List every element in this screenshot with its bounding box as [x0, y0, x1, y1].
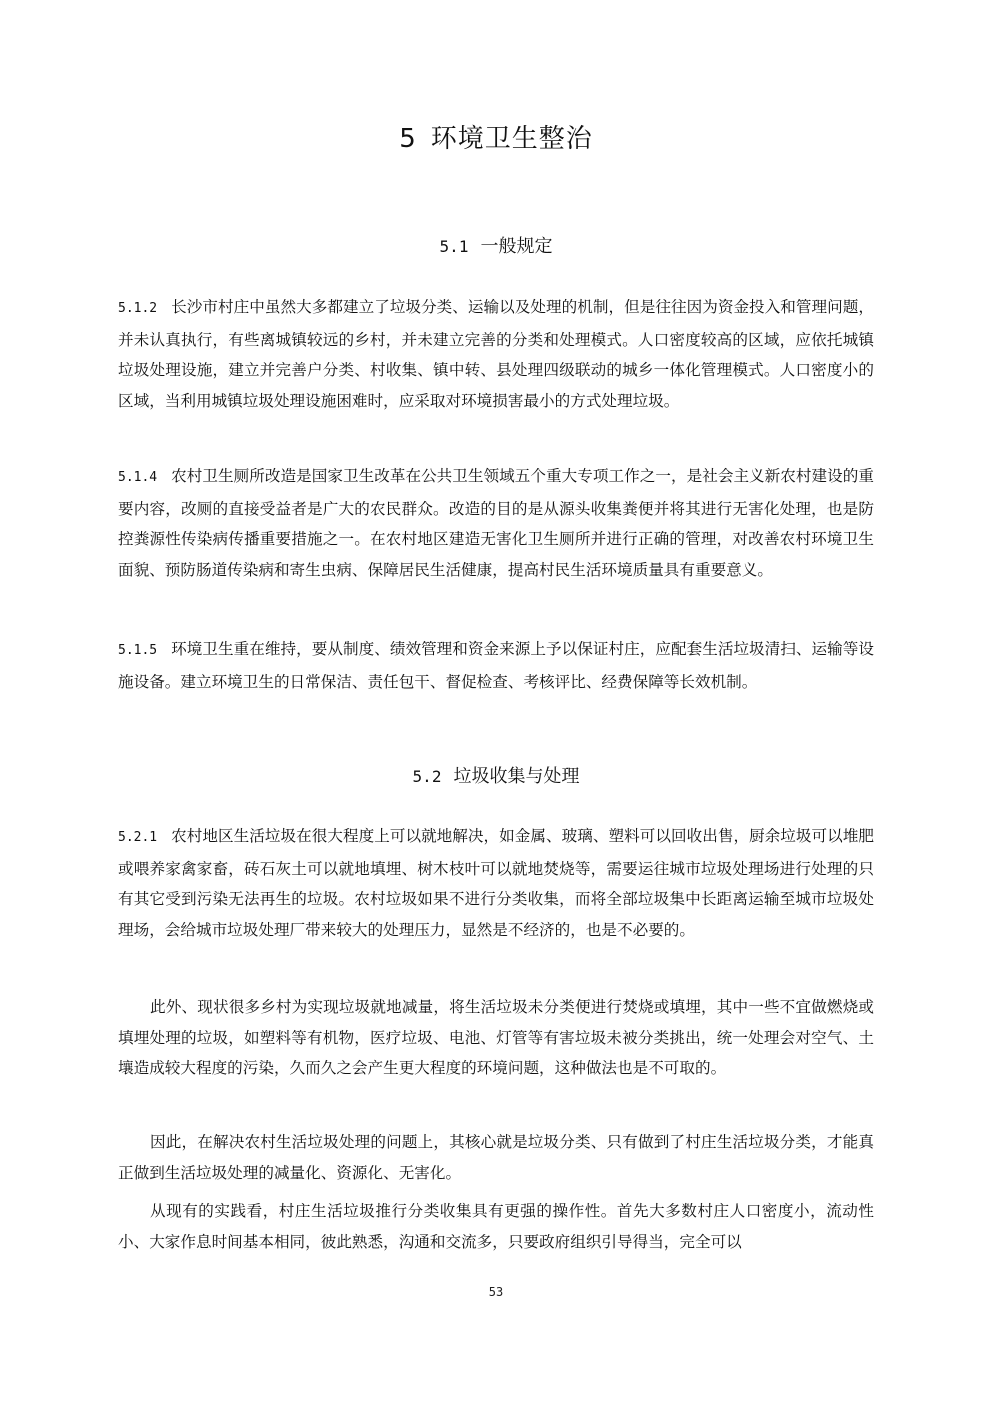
- clause-text: 环境卫生重在维持，要从制度、绩效管理和资金来源上予以保证村庄，应配套生活垃圾清扫、运输等设施设备。建立环境卫生的日常保洁、责任包干、督促检查、考核评比、经费保障等长效机制。: [118, 640, 874, 691]
- page-number: 53: [488, 1285, 504, 1299]
- clause-text: 农村卫生厕所改造是国家卫生改革在公共卫生领域五个重大专项工作之一，是社会主义新农村建设的重要内容，改厕的直接受益者是广大的农民群众。改造的目的是从源头收集粪便并将其进行无害化处理，也是防控粪源性传染病传播重要措施之一。在农村地区建造无害化卫生厕所并进行正确的管理，对改善农村环境卫生面貌、预防肠道传染病和寄生虫病、保障居民生活健康，提高村民生活环境质量具有重要意义。: [118, 467, 874, 579]
- chapter-title: [0, 118, 992, 155]
- paragraph-2: 因此，在解决农村生活垃圾处理的问题上，其核心就是垃圾分类、只有做到了村庄生活垃圾分类，才能真正做到生活垃圾处理的减量化、资源化、无害化。: [118, 1133, 874, 1182]
- paragraph-1: 此外、现状很多乡村为实现垃圾就地减量，将生活垃圾未分类便进行焚烧或填埋，其中一些不宜做燃烧或填埋处理的垃圾，如塑料等有机物，医疗垃圾、电池、灯管等有害垃圾未被分类挑出，统一处理会对空气、土壤造成较大程度的污染，久而久之会产生更大程度的环境问题，这种做法也是不可取的。: [118, 998, 874, 1077]
- chapter-number: 5: [399, 124, 417, 154]
- clause-5-1-5: [118, 634, 874, 697]
- section-title-text: 垃圾收集与处理: [453, 766, 580, 787]
- paragraph-3: 从现有的实践看，村庄生活垃圾推行分类收集具有更强的操作性。首先大多数村庄人口密度小，流动性小、大家作息时间基本相同，彼此熟悉，沟通和交流多，只要政府组织引导得当，完全可以: [118, 1202, 874, 1251]
- clause-number: 5.1.2: [118, 301, 158, 316]
- section-number: 5.1: [439, 237, 469, 256]
- section-title-5-1: [0, 232, 992, 258]
- clause-number: 5.1.5: [118, 643, 158, 658]
- clause-5-1-2: [118, 292, 874, 416]
- section-number: 5.2: [412, 767, 442, 786]
- chapter-title-text: 环境卫生整治: [430, 124, 593, 154]
- clause-text: 农村地区生活垃圾在很大程度上可以就地解决，如金属、玻璃、塑料可以回收出售，厨余垃圾可以堆肥或喂养家禽家畜，砖石灰土可以就地填埋、树木枝叶可以就地焚烧等，需要运往城市垃圾处理场进行处理的只有其它受到污染无法再生的垃圾。农村垃圾如果不进行分类收集，而将全部垃圾集中长距离运输至城市垃圾处理场，会给城市垃圾处理厂带来较大的处理压力，显然是不经济的，也是不必要的。: [118, 827, 874, 939]
- section-title-text: 一般规定: [480, 236, 553, 257]
- clause-5-1-4: [118, 461, 874, 585]
- clause-number: 5.1.4: [118, 470, 158, 485]
- clause-5-2-1: [118, 821, 874, 945]
- clause-number: 5.2.1: [118, 830, 158, 845]
- section-title-5-2: [0, 762, 992, 788]
- clause-text: 长沙市村庄中虽然大多都建立了垃圾分类、运输以及处理的机制，但是往往因为资金投入和管理问题，并未认真执行，有些离城镇较远的乡村，并未建立完善的分类和处理模式。人口密度较高的区域，应依托城镇垃圾处理设施，建立并完善户分类、村收集、镇中转、县处理四级联动的城乡一体化管理模式。人口密度小的区域，当利用城镇垃圾处理设施困难时，应采取对环境损害最小的方式处理垃圾。: [118, 298, 874, 410]
